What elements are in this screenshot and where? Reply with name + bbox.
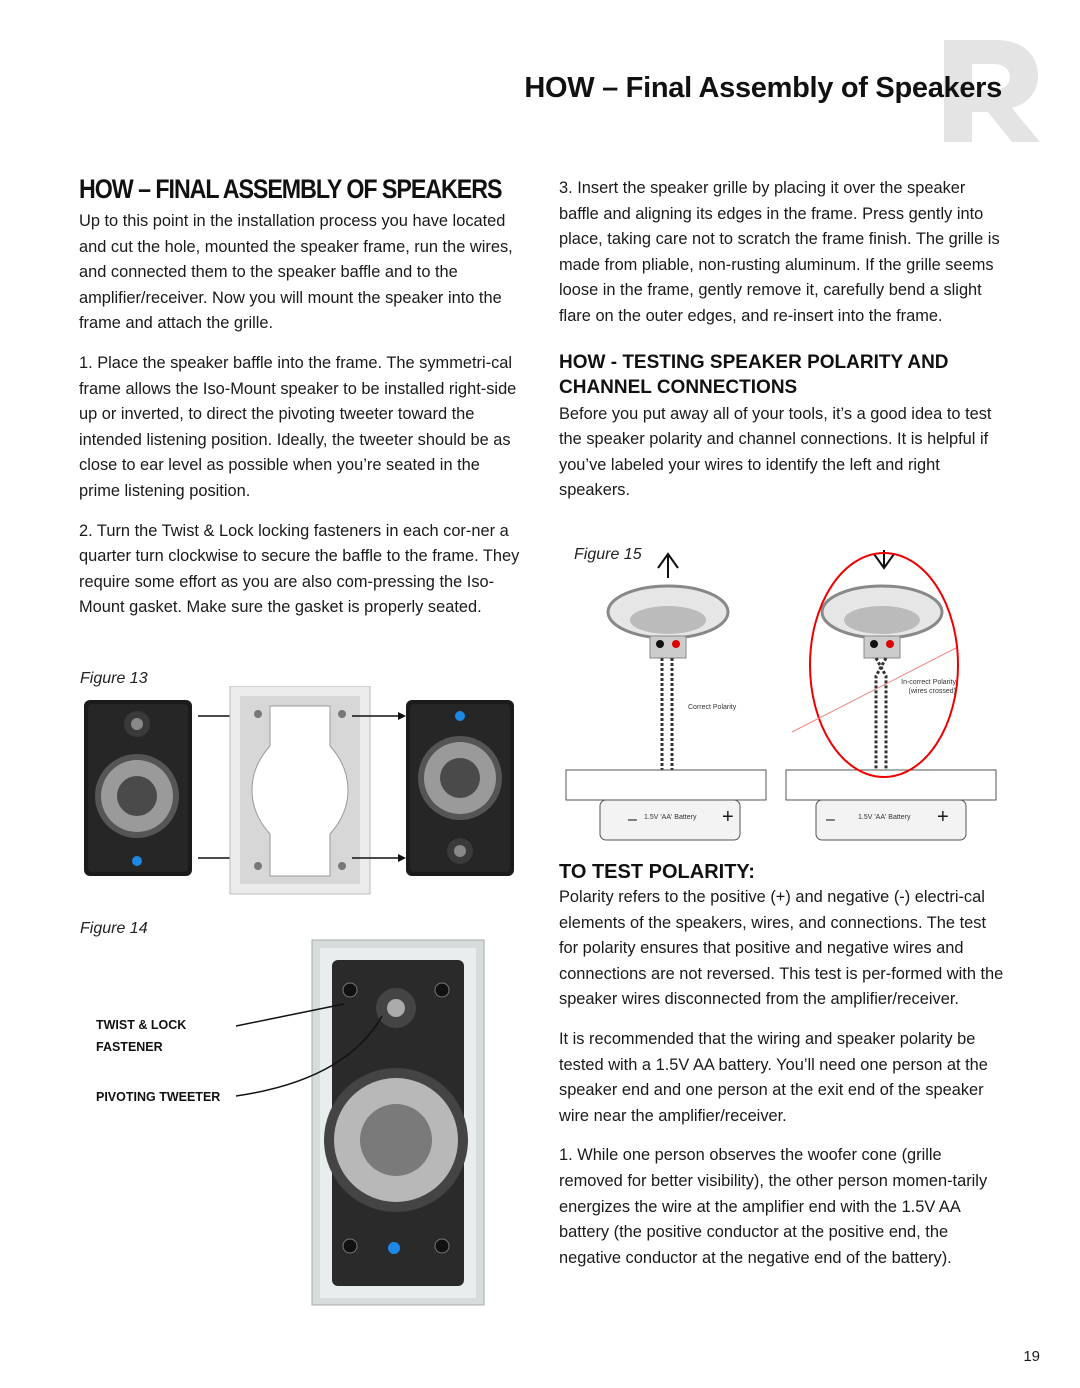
figure-14-label: Figure 14: [80, 920, 148, 937]
figure-15-image: [560, 550, 1010, 845]
test-step-1-paragraph: 1. While one person observes the woofer cone (grille removed for better visibility), the other person momen-tarily energizes the wire at the amplifier end with the 1.5V AA battery (the positive conductor at the positive end, the negative conductor at the negative end of the battery).: [559, 1146, 988, 1267]
battery-left-minus: –: [628, 811, 637, 828]
recommend-paragraph: It is recommended that the wiring and speaker polarity be tested with a 1.5V AA battery. You’ll need one person at the speaker end and one person at the exit end of the speaker wire near the amplifier/receiver.: [559, 1029, 988, 1125]
testing-heading: HOW - TESTING SPEAKER POLARITY AND CHANNEL CONNECTIONS: [559, 351, 949, 398]
left-column: [79, 174, 524, 635]
battery-left-label: 1.5V 'AA' Battery: [644, 814, 697, 821]
battery-right-plus: +: [937, 806, 949, 828]
callout-twist-lock-line1: TWIST & LOCK: [96, 1018, 187, 1032]
right-column: [559, 176, 1004, 518]
fig15-incorrect-line2: (wires crossed): [908, 688, 956, 695]
callout-twist-lock: [96, 1014, 186, 1058]
fig15-correct-label: Correct Polarity: [688, 704, 737, 711]
testing-intro-paragraph: Before you put away all of your tools, it’s a good idea to test the speaker polarity and channel connections. It is helpful if you’ve labeled your wires to identify the left and right speakers.: [559, 404, 992, 500]
polarity-paragraph: Polarity refers to the positive (+) and negative (-) electri-cal elements of the speakers, wires, and connections. The test for polarity ensures that positive and negative wires and connections are not reversed. This test is per-formed with the speaker wires disconnected from the amplifier/receiver.: [559, 888, 1004, 1009]
page-header: [0, 0, 1080, 150]
figure-14-image: [236, 930, 490, 1310]
intro-paragraph: Up to this point in the installation process you have located and cut the hole, mounted the speaker frame, run the wires, and connected them to the speaker baffle and to the amplifier/receiver. Now you will mount the speaker into the frame and attach the grille.: [79, 212, 513, 333]
figure-13-label: Figure 13: [80, 670, 148, 687]
callout-pivoting-tweeter: PIVOTING TWEETER: [96, 1090, 221, 1104]
step-2-paragraph: 2. Turn the Twist & Lock locking fasteners in each cor-ner a quarter turn clockwise to secure the baffle to the frame. They require some effort as you are also com-pressing the Iso-Mount gasket. Make sure the gasket is properly seated.: [79, 521, 520, 617]
figure-15-label: Figure 15: [574, 546, 642, 563]
fig15-incorrect-label: [880, 678, 956, 696]
right-column-lower: [559, 860, 1004, 1285]
battery-right-minus: –: [826, 811, 835, 828]
battery-left-plus: +: [722, 806, 734, 828]
page-title: HOW – Final Assembly of Speakers: [524, 72, 1002, 104]
figure-13-image: [80, 686, 520, 896]
section-heading: HOW – FINAL ASSEMBLY OF SPEAKERS: [79, 174, 502, 204]
step-3-paragraph: 3. Insert the speaker grille by placing it over the speaker baffle and aligning its edges in the frame. Press gently into place, taking care not to scratch the frame finish. The grille is made from pliable, non-rusting aluminum. If the grille seems loose in the frame, gently remove it, carefully bend a slight flare on the outer edges, and re-insert into the frame.: [559, 179, 1000, 325]
page-number: 19: [1023, 1348, 1040, 1365]
step-1-paragraph: 1. Place the speaker baffle into the frame. The symmetri-cal frame allows the Iso-Mount speaker to be installed right-side up or inverted, to direct the pivoting tweeter toward the intended listening position. Ideally, the tweeter should be as close to ear level as possible when you’re seated in the prime listening position.: [79, 353, 517, 500]
callout-twist-lock-line2: FASTENER: [96, 1040, 163, 1054]
fig15-incorrect-line1: In-correct Polarity: [901, 679, 956, 686]
battery-right-label: 1.5V 'AA' Battery: [858, 814, 911, 821]
to-test-heading: TO TEST POLARITY:: [559, 861, 755, 883]
